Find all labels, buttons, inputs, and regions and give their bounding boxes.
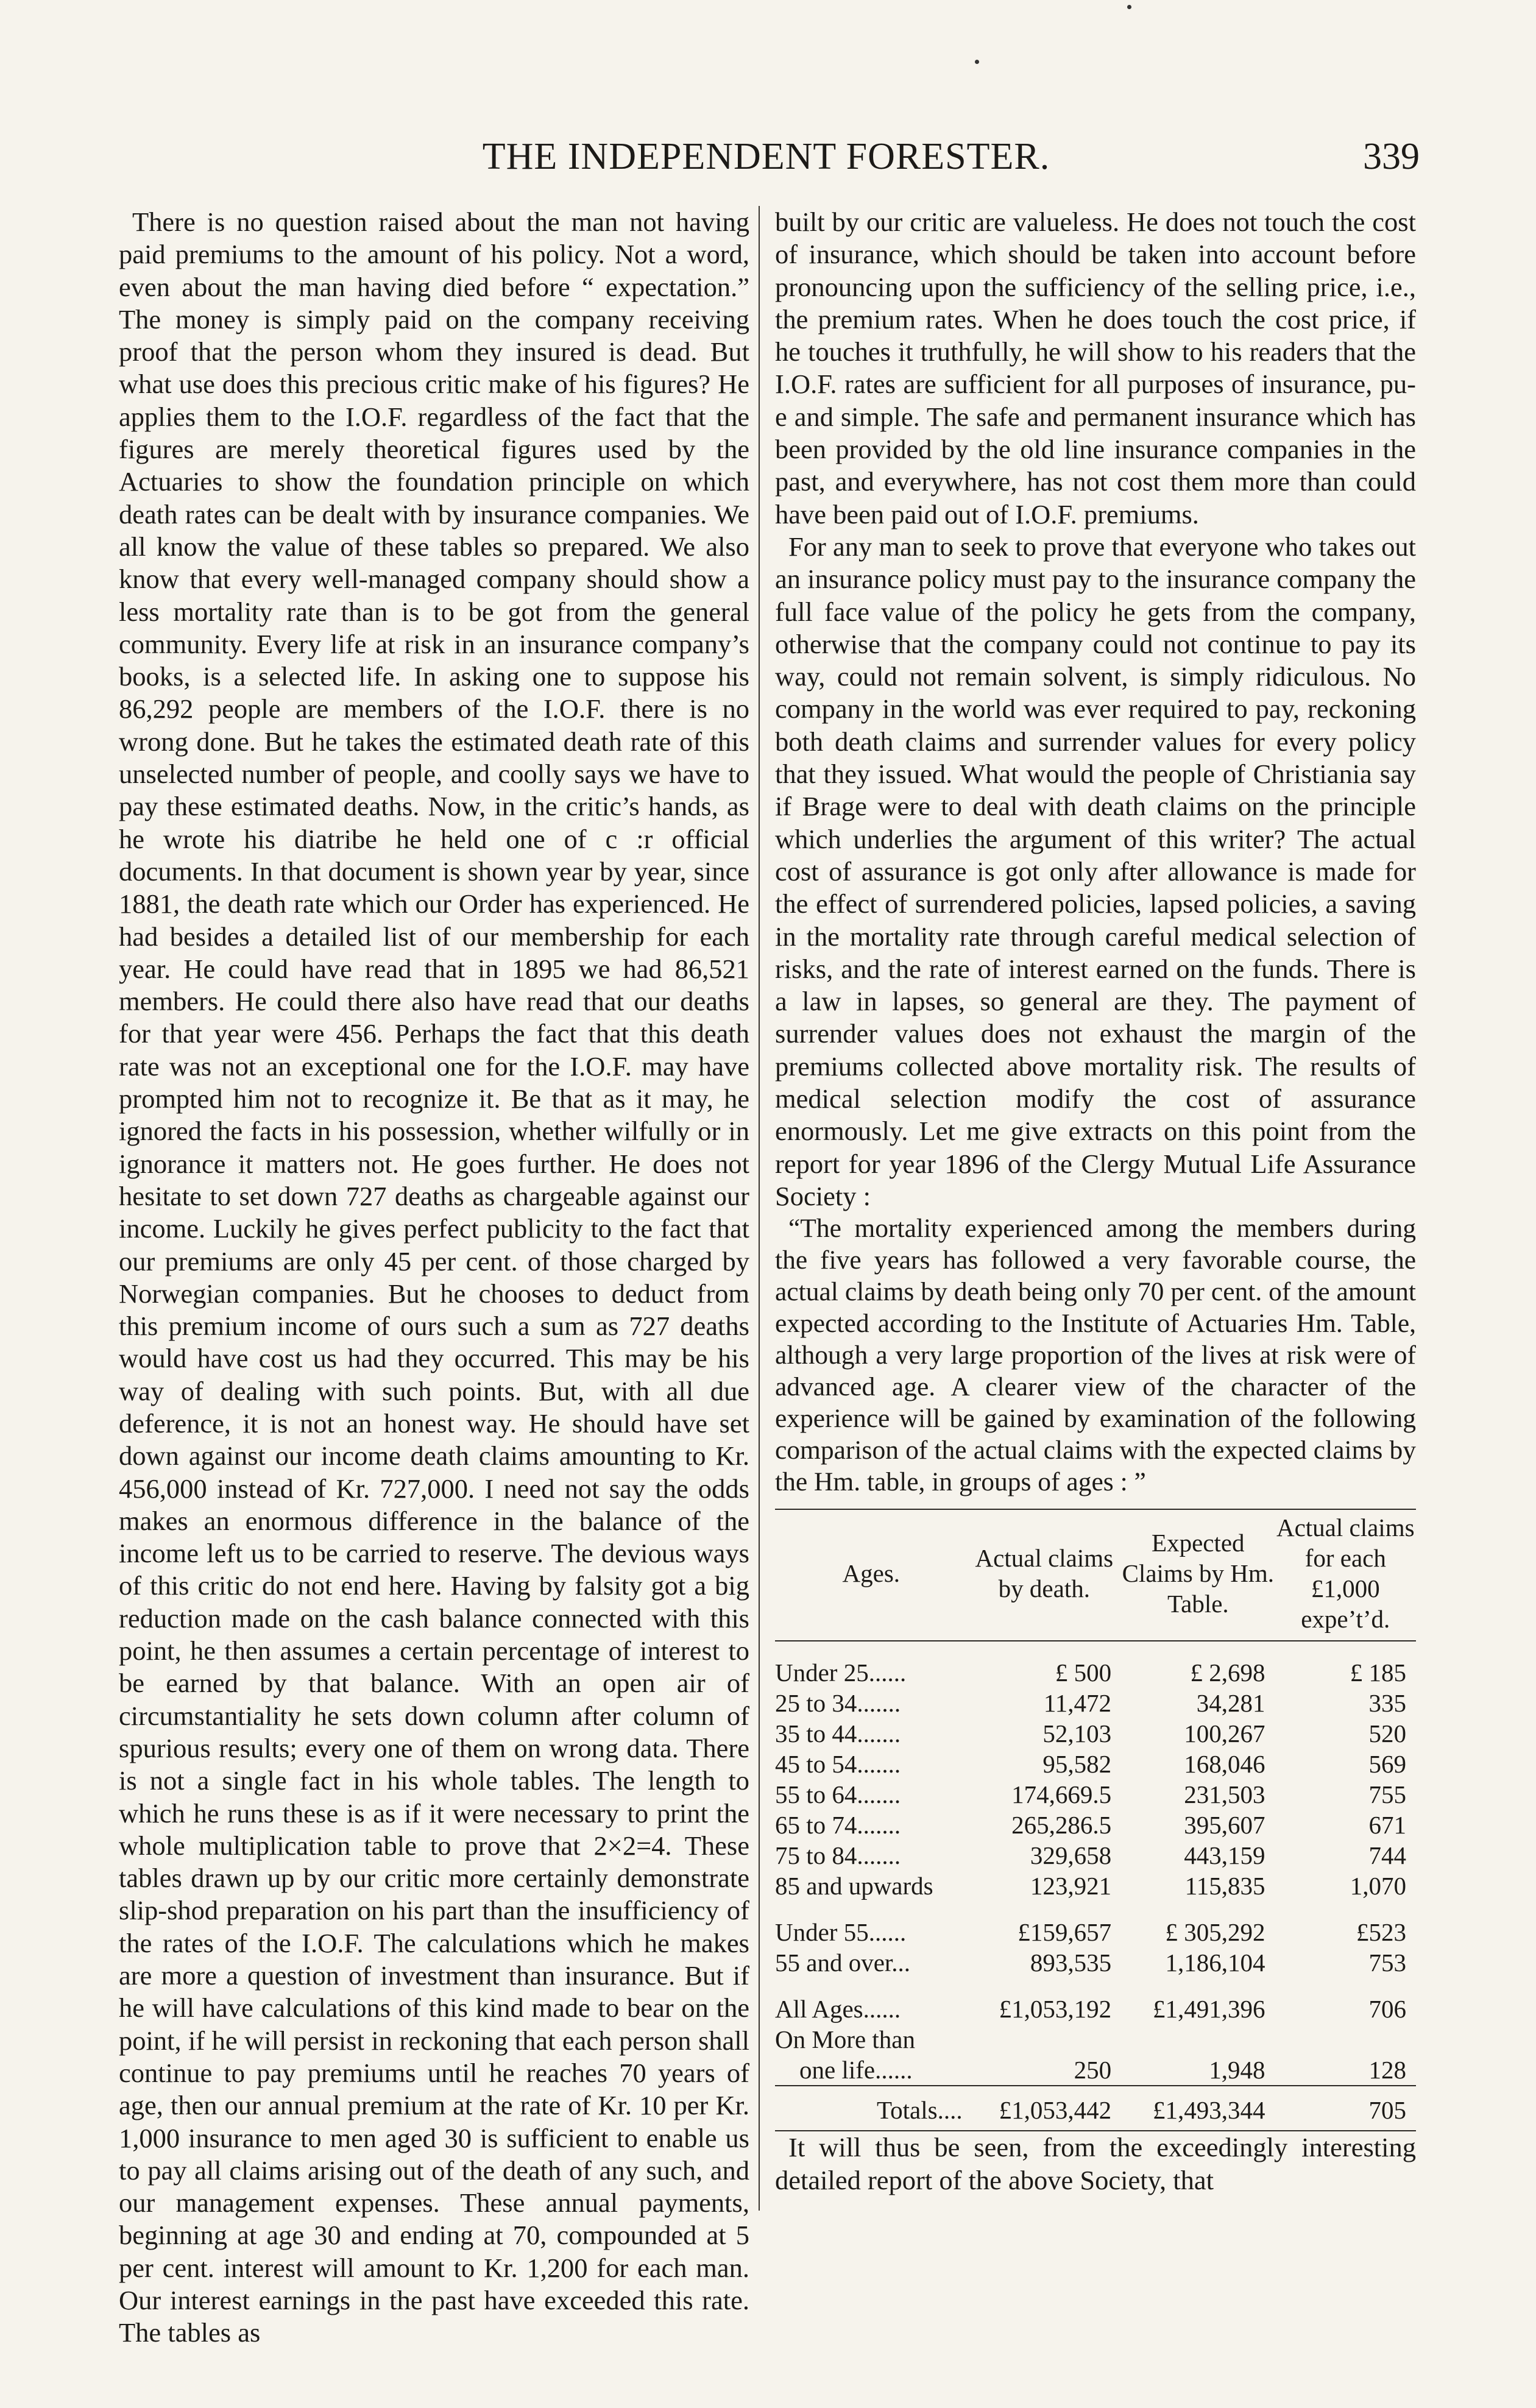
header-expected: Expected Claims by Hm. Table. (1122, 1529, 1275, 1618)
journal-title: THE INDEPENDENT FORESTER. (482, 136, 1050, 177)
mortality-table (775, 1509, 1416, 2131)
right-paragraph-2: For any man to seek to prove that everyone who takes out an insurance policy must pay to the insurance company the full face value of the policy he gets from the company, otherwise that the company could not continue to pay its way, could not remain solvent, is simply ridiculous. No company in the world was ever required to pay, reckoning both death claims and surrender values for every policy that they issued. What would the people of Christiania say if Brage were to deal with death claims on the principle which underlies the argument of this writer? The actual cost of assurance is got only after allowance is made for the effect of surrendered policies, lapsed policies, a saving in the mortality rate through careful medical selection of risks, and the rate of interest earned on the funds. There is a law in lapses, so general are they. The payment of surrender values does not exhaust the margin of the premiums collected above mortality risk. The results of medical selection modify the cost of assurance enormously. Let me give extracts on this point from the report for year 1896 of the Clergy Mutual Life Assurance Society : (775, 531, 1416, 1211)
table-row: 85 and upwards 123,921 115,835 1,070 (775, 1872, 1406, 1900)
table-row: 65 to 74....... 265,286.5 395,607 671 (775, 1811, 1406, 1840)
left-column (119, 206, 749, 2350)
left-paragraph: There is no question raised about the man not having paid premiums to the amount of his policy. Not a word, even about the man having died before “ expectation.” The money is simply paid on the company receiving proof that the person whom they insured is dead. But what use does this precious critic make of his figures? He applies them to the I.O.F. regardless of the fact that the figures are merely theoretical figures used by the Actuaries to show the foundation principle on which death rates can be dealt with by insurance companies. We all know the value of these tables so prepared. We also know that every well-managed company should show a less mortality rate than is to be got from the general community. Every life at risk in an insurance company’s books, is a selected life. In asking one to suppose his 86,292 people are members of the I.O.F. there is no wrong done. But he takes the estimated death rate of this unselected number of people, and coolly says we have to pay these estimated deaths. Now, in the critic’s hands, as he wrote his diatribe he held one of c :r official documents. In that document is shown year by year, since 1881, the death rate which our Order has experienced. He had besides a detailed list of our membership for each year. He could have read that in 1895 we had 86,521 members. He could there also have read that our deaths for that year were 456. Perhaps the fact that this death rate was not an exceptional one for the I.O.F. may have prompted him not to recognize it. Be that as it may, he ignored the facts in his possession, whether wilfully or in ignorance it matters not. He goes further. He does not hesitate to set down 727 deaths as chargeable against our income. Luckily he gives perfect publicity to the fact that our premiums are only 45 per cent. of those charged by Norwegian companies. But he chooses to deduct from this premium income of ours such a sum as 727 deaths would have cost us had they occurred. This may be his way of dealing with such points. But, with all due deference, it is not an honest way. He should have set down against our income death claims amounting to Kr. 456,000 instead of Kr. 727,000. I need not say the odds makes an enormous difference in the balance of the income left us to be carried to reserve. The devious ways of this critic do not end here. Having by falsity got a big reduction made on the cash balance connected with this point, he then assumes a certain percentage of interest to be earned by that balance. With an open air of circumstantiality he sets down column after column of spurious results; every one of them on wrong data. There is not a single fact in his whole tables. The length to which he runs these is as if it were necessary to print the whole multiplication table to prove that 2×2=4. These tables drawn up by our critic more certainly demonstrate slip-shod preparation on his part than the insufficiency of the rates of the I.O.F. The calculations which he makes are more a question of investment than insurance. But if he will have calculations of this kind made to bear on the point, if he will persist in reckoning that each person shall continue to pay premiums until he reaches 70 years of age, then our annual premium at the rate of Kr. 10 per Kr. 1,000 insurance to men aged 30 is sufficient to enable us to pay all claims arising out of the death of any such, and our management expenses. These annual payments, beginning at age 30 and ending at 70, compounded at 5 per cent. interest will amount to Kr. 1,200 for each man. Our interest earnings in the past have exceeded this rate. The tables as (119, 207, 749, 2348)
table-row: 55 to 64....... 174,669.5 231,503 755 (775, 1780, 1406, 1809)
closing-paragraph: It will thus be seen, from the exceedingly interesting detailed report of the above Society, that (775, 2132, 1416, 2195)
more-than-row: On More than (775, 2025, 916, 2054)
table-row: 45 to 54....... 95,582 168,046 569 (775, 1750, 1406, 1779)
all-ages-row: All Ages...... £1,053,192 £1,491,396 706 (775, 1995, 1406, 2024)
header-ages: Ages. (842, 1559, 901, 1588)
page-number: 339 (1363, 136, 1420, 177)
subtotal-row: Under 55...... £159,657 £ 305,292 £523 (775, 1918, 1406, 1947)
table-row: Under 25...... £ 500 £ 2,698 £ 185 (775, 1659, 1406, 1687)
speck-mid (975, 60, 979, 64)
header-per-1000: Actual claims for each £1,000 expe’t’d. (1276, 1514, 1415, 1634)
table-header-row (775, 1509, 1416, 1641)
header-actual: Actual claims by death. (975, 1544, 1114, 1603)
one-life-row: one life...... 250 1,948 128 (799, 2056, 1406, 2084)
totals-row: Totals.... £1,053,442 £1,493,344 705 (775, 2086, 1416, 2125)
quoted-report: “The mortality experienced among the members during the five years has followed a very favorable course, the actual claims by death being only 70 per cent. of the amount expected according to the Institute of Actuaries Hm. Table, although a very large proportion of the lives at risk were of advanced age. A clearer view of the character of the experience will be gained by examination of the following comparison of the actual claims with the expected claims by the Hm. table, in groups of ages : ” (775, 1214, 1416, 1497)
right-column (775, 206, 1416, 2197)
speck-top (1127, 5, 1131, 9)
page-header (113, 135, 1420, 184)
column-divider (759, 206, 760, 2211)
table-row: 25 to 34....... 11,472 34,281 335 (775, 1689, 1406, 1718)
subtotal-row: 55 and over... 893,535 1,186,104 753 (775, 1949, 1406, 1977)
table-row: 75 to 84....... 329,658 443,159 744 (775, 1841, 1406, 1870)
right-paragraph-1: built by our critic are valueless. He does not touch the cost of insurance, which should be taken into account before pronouncing upon the sufficiency of the selling price, i.e., the premium rates. When he does touch the cost price, if he touches it truthfully, he will show to his readers that the I.O.F. rates are sufficient for all purposes of insurance, pu-e and simple. The safe and permanent insurance which has been provided by the old line insurance companies in the past, and everywhere, has not cost them more than could have been paid out of I.O.F. premiums. (775, 207, 1416, 529)
table-row: 35 to 44....... 52,103 100,267 520 (775, 1719, 1406, 1748)
